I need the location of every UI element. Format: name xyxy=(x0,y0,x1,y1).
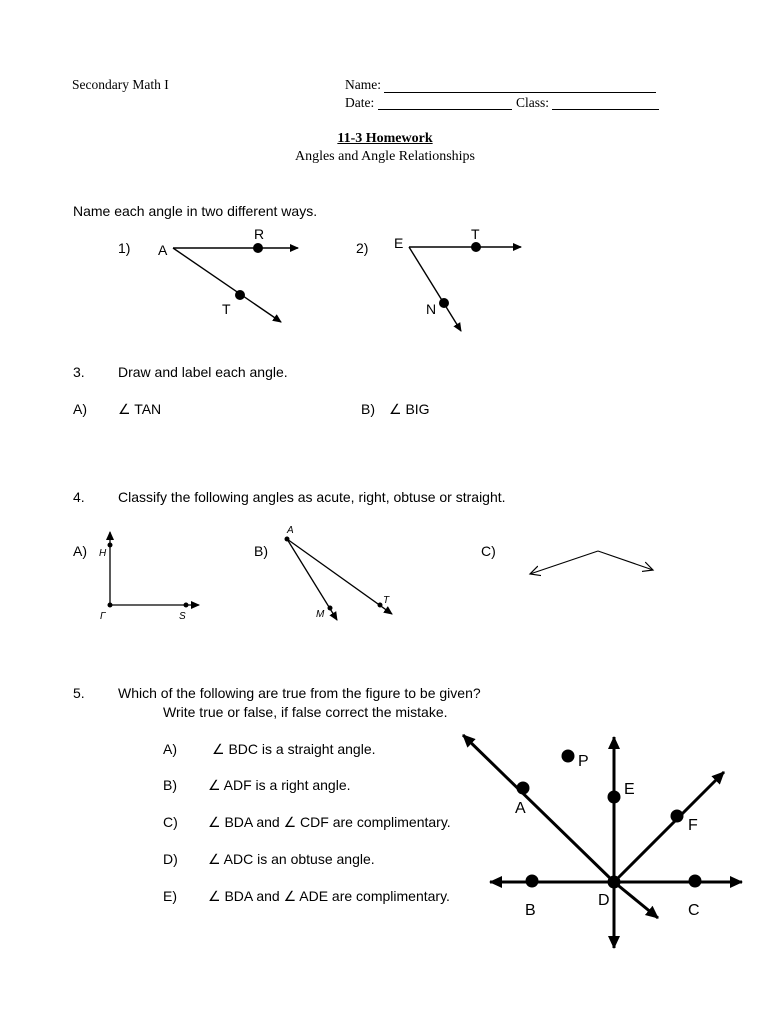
label-m: M xyxy=(316,609,325,620)
label-t3: T xyxy=(383,595,390,606)
tf-item-a-text: ∠ BDC is a straight angle. xyxy=(212,741,376,757)
point-c xyxy=(689,875,702,888)
label-t2: T xyxy=(471,226,480,242)
draw-a-label: A) xyxy=(73,401,87,417)
instruction-name-angles: Name each angle in two different ways. xyxy=(73,203,318,219)
name-label: Name: xyxy=(345,77,381,92)
draw-b-text: ∠ BIG xyxy=(389,401,430,417)
classify-a-label: A) xyxy=(73,543,87,559)
page-title: 11-3 Homework xyxy=(337,131,433,146)
label-r: R xyxy=(254,226,265,242)
tf-item-e-label: E) xyxy=(163,888,177,904)
date-label: Date: xyxy=(345,95,375,110)
section-3-number: 3. xyxy=(73,364,85,380)
label-e: E xyxy=(394,235,404,251)
section-5-instruction: Which of the following are true from the figure to be given? xyxy=(118,685,481,701)
label-c: C xyxy=(688,902,700,919)
tf-item-c-label: C) xyxy=(163,814,178,830)
label-a: A xyxy=(158,242,168,258)
label-t: T xyxy=(222,301,231,317)
section-5-instruction-2: Write true or false, if false correct the mistake. xyxy=(163,704,448,720)
section-5-number: 5. xyxy=(73,685,85,701)
point-f xyxy=(671,810,684,823)
label-h: H xyxy=(99,548,107,559)
point-p xyxy=(562,750,575,763)
label-f: F xyxy=(688,817,698,834)
tf-item-d-text: ∠ ADC is an obtuse angle. xyxy=(208,851,375,867)
label-d: D xyxy=(598,892,610,909)
classify-c-label: C) xyxy=(481,543,496,559)
label-p: P xyxy=(578,753,589,770)
tf-item-b-text: ∠ ADF is a right angle. xyxy=(208,777,351,793)
point-b xyxy=(526,875,539,888)
label-e2: E xyxy=(624,781,635,798)
page-subtitle: Angles and Angle Relationships xyxy=(294,149,476,164)
tf-item-a-label: A) xyxy=(163,741,177,757)
point-d xyxy=(608,876,621,889)
label-b: B xyxy=(525,902,536,919)
ray-da xyxy=(463,735,614,882)
class-label: Class: xyxy=(516,95,550,110)
label-s: S xyxy=(179,611,186,622)
problem-2-number: 2) xyxy=(356,240,369,256)
tf-item-e-text: ∠ BDA and ∠ ADE are complimentary. xyxy=(208,888,450,904)
problem-1-number: 1) xyxy=(118,240,131,256)
course-name: Secondary Math I xyxy=(72,77,169,92)
tf-item-b-label: B) xyxy=(163,777,177,793)
ray-da-extension xyxy=(614,882,658,918)
section-4-instruction: Classify the following angles as acute, right, obtuse or straight. xyxy=(118,489,506,505)
label-a3: A xyxy=(515,800,526,817)
draw-b-label: B) xyxy=(361,401,375,417)
draw-a-text: ∠ TAN xyxy=(118,401,162,417)
section-3-instruction: Draw and label each angle. xyxy=(118,364,288,380)
tf-item-c-text: ∠ BDA and ∠ CDF are complimentary. xyxy=(208,814,451,830)
label-a2: A xyxy=(287,525,294,536)
label-gamma: Γ xyxy=(100,611,106,622)
label-n: N xyxy=(426,301,437,317)
point-e xyxy=(608,791,621,804)
classify-b-label: B) xyxy=(254,543,268,559)
tf-item-d-label: D) xyxy=(163,851,178,867)
point-a xyxy=(517,782,530,795)
section-4-number: 4. xyxy=(73,489,85,505)
